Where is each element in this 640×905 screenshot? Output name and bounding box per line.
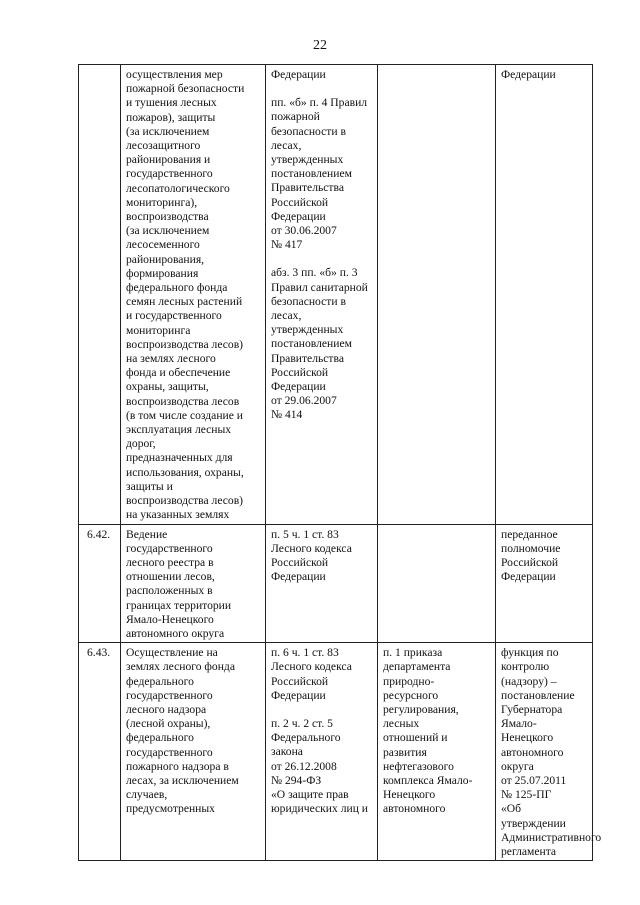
subject-cell: осуществления мер пожарной безопасности и тушения лесных пожаров), защиты (за исключением лесозащитного районирования и государственного лесопатологического мониторинга), воспроизводства (за исключением лесосеменного районирования, формирования федерального фонда семян лесных растений и государственного мониторинга воспроизводства лесов) на землях лесного фонда и обеспечение охраны, защиты, воспроизводства лесов (в том числе создание и эксплуатация лесных дорог, предназначенных для использования, охраны, защиты и воспроизводства лесов) на указанных землях: [121, 65, 266, 525]
basis-paragraph: Федерации: [271, 68, 326, 81]
regional-basis-cell: [378, 524, 496, 643]
note-cell: переданное полномочие Российской Федерации: [496, 524, 593, 643]
basis-paragraph: абз. 3 пп. «б» п. 3 Правил санитарной безопасности в лесах, утвержденных постановлением Правительства Российской Федерации от 29.06.2007 № 414: [271, 266, 368, 422]
basis-paragraph: п. 6 ч. 1 ст. 83 Лесного кодекса Российской Федерации: [271, 646, 352, 702]
federal-basis-cell: [266, 65, 378, 525]
row-number: 6.43.: [79, 643, 121, 861]
powers-table: [78, 64, 602, 861]
table-row: [79, 524, 593, 643]
subject-cell: Осуществление на землях лесного фонда федерального государственного лесного надзора (лесной охраны), федерального государственного пожарного надзора в лесах, за исключением случаев, предусмотренных: [121, 643, 266, 861]
subject-cell: Ведение государственного лесного реестра в отношении лесов, расположенных в границах территории Ямало-Ненецкого автономного округа: [121, 524, 266, 643]
regional-basis-cell: п. 1 приказа департамента природно- ресурсного регулирования, лесных отношений и развития нефтегазового комплекса Ямало- Ненецкого автономного: [378, 643, 496, 861]
federal-basis-cell: [266, 643, 378, 861]
table-row: [79, 65, 593, 525]
note-cell: функция по контролю (надзору) – постановление Губернатора Ямало- Ненецкого автономного округа от 25.07.2011 № 125-ПГ «Об утверждении Административного регламента: [496, 643, 593, 861]
row-number: [79, 65, 121, 525]
basis-paragraph: пп. «б» п. 4 Правил пожарной безопасности в лесах, утвержденных постановлением Правительства Российской Федерации от 30.06.2007 № 417: [271, 96, 368, 252]
basis-paragraph: п. 2 ч. 2 ст. 5 Федерального закона от 26.12.2008 № 294-ФЗ «О защите прав юридических лиц и: [271, 716, 369, 816]
regional-basis-cell: [378, 65, 496, 525]
table-row: [79, 643, 593, 861]
basis-paragraph: п. 5 ч. 1 ст. 83 Лесного кодекса Российской Федерации: [271, 527, 352, 584]
federal-basis-cell: [266, 524, 378, 643]
page-number: 22: [313, 38, 327, 53]
row-number: 6.42.: [79, 524, 121, 643]
note-cell: Федерации: [496, 65, 593, 525]
